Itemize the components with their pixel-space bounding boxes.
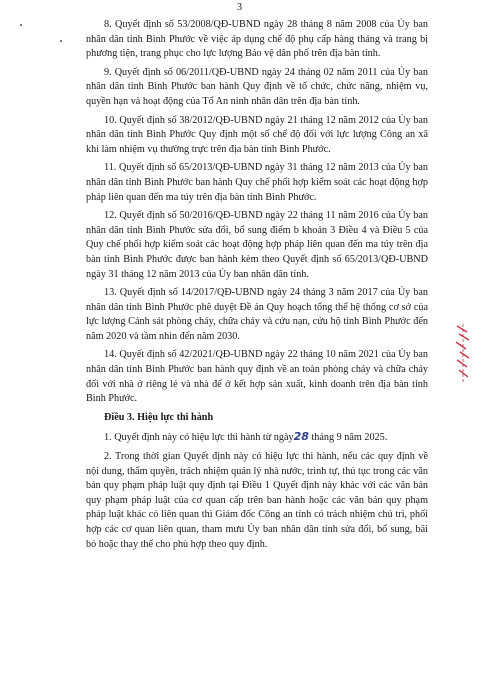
document-body: [86, 18, 428, 556]
repealed-item-12: 12. Quyết định số 50/2016/QĐ-UBND ngày 22 tháng 11 năm 2016 của Ủy ban nhân dân tỉnh Bình Phước sửa đổi, bổ sung điểm b khoản 3 Điều 4 và Điều 5 của Quy chế phối hợp kiểm soát các hoạt động hợp pháp liên quan đến ma túy trên địa bàn tỉnh Bình Phước được ban hành kèm theo Quyết định số 65/2013/QĐ-UBND ngày 31 tháng 12 năm 2013 của Ủy ban nhân dân tỉnh.: [86, 210, 428, 280]
repealed-item-11: 11. Quyết định số 65/2013/QĐ-UBND ngày 31 tháng 12 năm 2013 của Ủy ban nhân dân tỉnh Bình Phước ban hành Quy chế phối hợp kiểm soát các hoạt động hợp pháp liên quan đến ma túy trên địa bàn tỉnh Bình Phước.: [86, 162, 428, 203]
scan-speck: [60, 40, 62, 42]
page-number: 3: [236, 2, 243, 13]
scan-speck: [20, 24, 22, 26]
repealed-item-9: 9. Quyết định số 06/2011/QĐ-UBND ngày 24 tháng 02 năm 2011 của Ủy ban nhân dân tỉnh Bình Phước ban hành Quy định về tổ chức, chức năng, nhiệm vụ, quyền hạn và hoạt động của Tổ An ninh nhân dân trên địa bàn tỉnh.: [86, 66, 428, 107]
red-stamp-mark: [453, 322, 473, 384]
repealed-item-13: 13. Quyết định số 14/2017/QĐ-UBND ngày 24 tháng 3 năm 2017 của Ủy ban nhân dân tỉnh Bình Phước phê duyệt Đề án Quy hoạch tổng thể hệ thống cơ sở của lực lượng Cảnh sát phòng cháy, chữa cháy và cứu nạn, cứu hộ tỉnh Bình Phước đến năm 2020 và tầm nhìn đến năm 2030.: [86, 287, 428, 342]
article-3-clause-2: 2. Trong thời gian Quyết định này có hiệu lực thi hành, nếu các quy định về nội dung, thẩm quyền, trách nhiệm quản lý nhà nước, trình tự, thủ tục trong các văn bản quy phạm pháp luật quy định tại Điều 1 Quyết định này khác với các văn bản quy phạm pháp luật của cơ quan cấp trên ban hành hoặc các văn bản quy phạm pháp luật khác có liên quan thì Giám đốc Công an tỉnh có trách nhiệm chủ trì, phối hợp các cơ quan liên quan, tham mưu Ủy ban nhân dân tỉnh sửa đổi, bổ sung, bãi bỏ hoặc thay thế cho phù hợp theo quy định.: [86, 451, 428, 550]
repealed-item-10: 10. Quyết định số 38/2012/QĐ-UBND ngày 21 tháng 12 năm 2012 của Ủy ban nhân dân tỉnh Bình Phước Quy định một số chế độ đối với lực lượng Công an xã khi làm nhiệm vụ thường trực trên địa bàn tỉnh Bình Phước.: [86, 114, 428, 155]
repealed-item-8: 8. Quyết định số 53/2008/QĐ-UBND ngày 28 tháng 8 năm 2008 của Ủy ban nhân dân tỉnh Bình Phước về việc áp dụng chế độ phụ cấp hàng tháng và trang bị phương tiện, trang phục cho lực lượng Bảo vệ dân phố trên địa bàn tỉnh.: [86, 19, 428, 60]
article-3-heading: Điều 3. Hiệu lực thi hành: [104, 411, 214, 423]
clause-1-text-after: tháng 9 năm 2025.: [311, 432, 388, 444]
handwritten-day: 28: [293, 430, 309, 444]
clause-1-text-before: 1. Quyết định này có hiệu lực thi hành từ ngày: [104, 432, 294, 444]
repealed-item-14: 14. Quyết định số 42/2021/QĐ-UBND ngày 22 tháng 10 năm 2021 của Ủy ban nhân dân tỉnh Bình Phước ban hành quy định về an toàn phòng cháy và chữa cháy đối với nhà ở riêng lẻ và nhà để ở kết hợp sản xuất, kinh doanh trên địa bàn tỉnh Bình Phước.: [86, 349, 428, 405]
article-3-clause-1: [86, 430, 428, 446]
